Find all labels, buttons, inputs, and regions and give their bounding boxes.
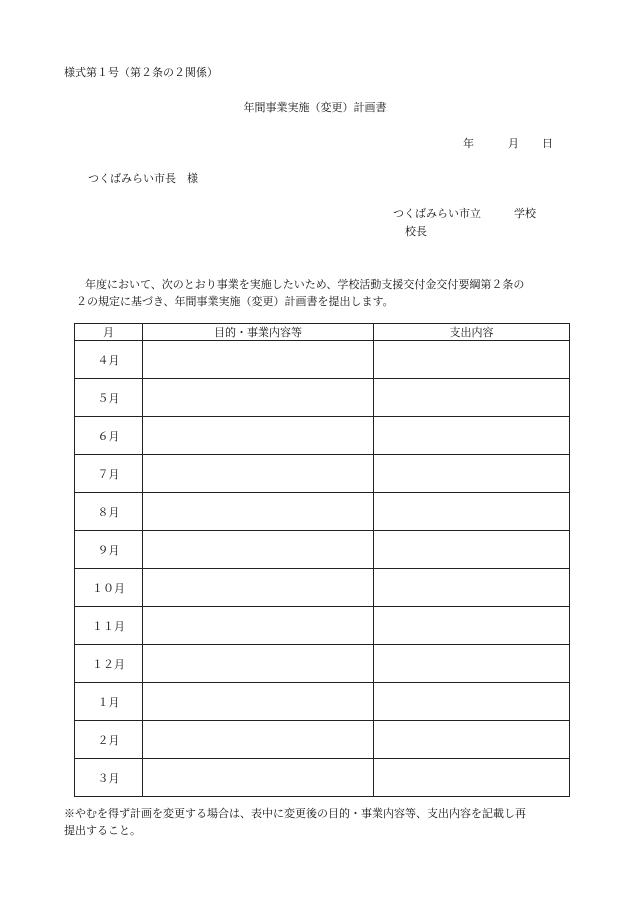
expense-cell[interactable] <box>374 607 570 645</box>
purpose-cell[interactable] <box>143 531 374 569</box>
month-cell: １２月 <box>75 645 143 683</box>
body-line-2: ２の規定に基づき、年間事業実施（変更）計画書を提出します。 <box>76 295 394 308</box>
header-purpose: 目的・事業内容等 <box>143 324 374 341</box>
table-row <box>75 417 570 455</box>
expense-cell[interactable] <box>374 417 570 455</box>
table-row <box>75 341 570 379</box>
footnote-line-1: ※やむを得ず計画を変更する場合は、表中に変更後の目的・事業内容等、支出内容を記載し再 <box>64 807 526 820</box>
month-cell: ３月 <box>75 759 143 797</box>
expense-cell[interactable] <box>374 531 570 569</box>
table-row <box>75 455 570 493</box>
month-cell: ２月 <box>75 721 143 759</box>
expense-cell[interactable] <box>374 721 570 759</box>
month-cell: １月 <box>75 683 143 721</box>
purpose-cell[interactable] <box>143 607 374 645</box>
expense-cell[interactable] <box>374 493 570 531</box>
date-month: 月 <box>508 137 519 150</box>
purpose-cell[interactable] <box>143 569 374 607</box>
month-cell: １１月 <box>75 607 143 645</box>
header-month: 月 <box>75 324 143 341</box>
date-year: 年 <box>463 137 474 150</box>
header-expense: 支出内容 <box>374 324 570 341</box>
expense-cell[interactable] <box>374 455 570 493</box>
footnote <box>64 805 526 839</box>
expense-cell[interactable] <box>374 341 570 379</box>
month-cell: ９月 <box>75 531 143 569</box>
expense-cell[interactable] <box>374 645 570 683</box>
form-number: 様式第１号（第２条の２関係） <box>64 66 218 79</box>
expense-cell[interactable] <box>374 379 570 417</box>
month-cell: ４月 <box>75 341 143 379</box>
month-cell: ８月 <box>75 493 143 531</box>
footnote-line-2: 提出すること。 <box>64 824 141 837</box>
purpose-cell[interactable] <box>143 455 374 493</box>
table-row <box>75 645 570 683</box>
table-row <box>75 759 570 797</box>
sender-principal: 校長 <box>405 225 427 238</box>
document-title: 年間事業実施（変更）計画書 <box>243 101 387 114</box>
purpose-cell[interactable] <box>143 759 374 797</box>
table-row <box>75 379 570 417</box>
expense-cell[interactable] <box>374 683 570 721</box>
purpose-cell[interactable] <box>143 493 374 531</box>
table-row <box>75 493 570 531</box>
purpose-cell[interactable] <box>143 379 374 417</box>
body-text <box>76 276 524 310</box>
expense-cell[interactable] <box>374 759 570 797</box>
sender-school: つくばみらい市立 学校 <box>393 207 536 220</box>
table-row <box>75 531 570 569</box>
date-day: 日 <box>542 137 553 150</box>
table-row <box>75 607 570 645</box>
addressee: つくばみらい市長 様 <box>88 172 198 185</box>
purpose-cell[interactable] <box>143 341 374 379</box>
purpose-cell[interactable] <box>143 721 374 759</box>
table-row <box>75 569 570 607</box>
purpose-cell[interactable] <box>143 645 374 683</box>
body-line-1: 年度において、次のとおり事業を実施したいため、学校活動支援交付金交付要綱第２条の <box>85 278 525 291</box>
month-cell: １０月 <box>75 569 143 607</box>
date-line <box>463 135 553 151</box>
purpose-cell[interactable] <box>143 683 374 721</box>
expense-cell[interactable] <box>374 569 570 607</box>
month-cell: ６月 <box>75 417 143 455</box>
month-cell: ７月 <box>75 455 143 493</box>
table-row <box>75 683 570 721</box>
month-cell: ５月 <box>75 379 143 417</box>
table-row <box>75 721 570 759</box>
plan-table <box>74 323 570 797</box>
table-header-row <box>75 324 570 341</box>
purpose-cell[interactable] <box>143 417 374 455</box>
